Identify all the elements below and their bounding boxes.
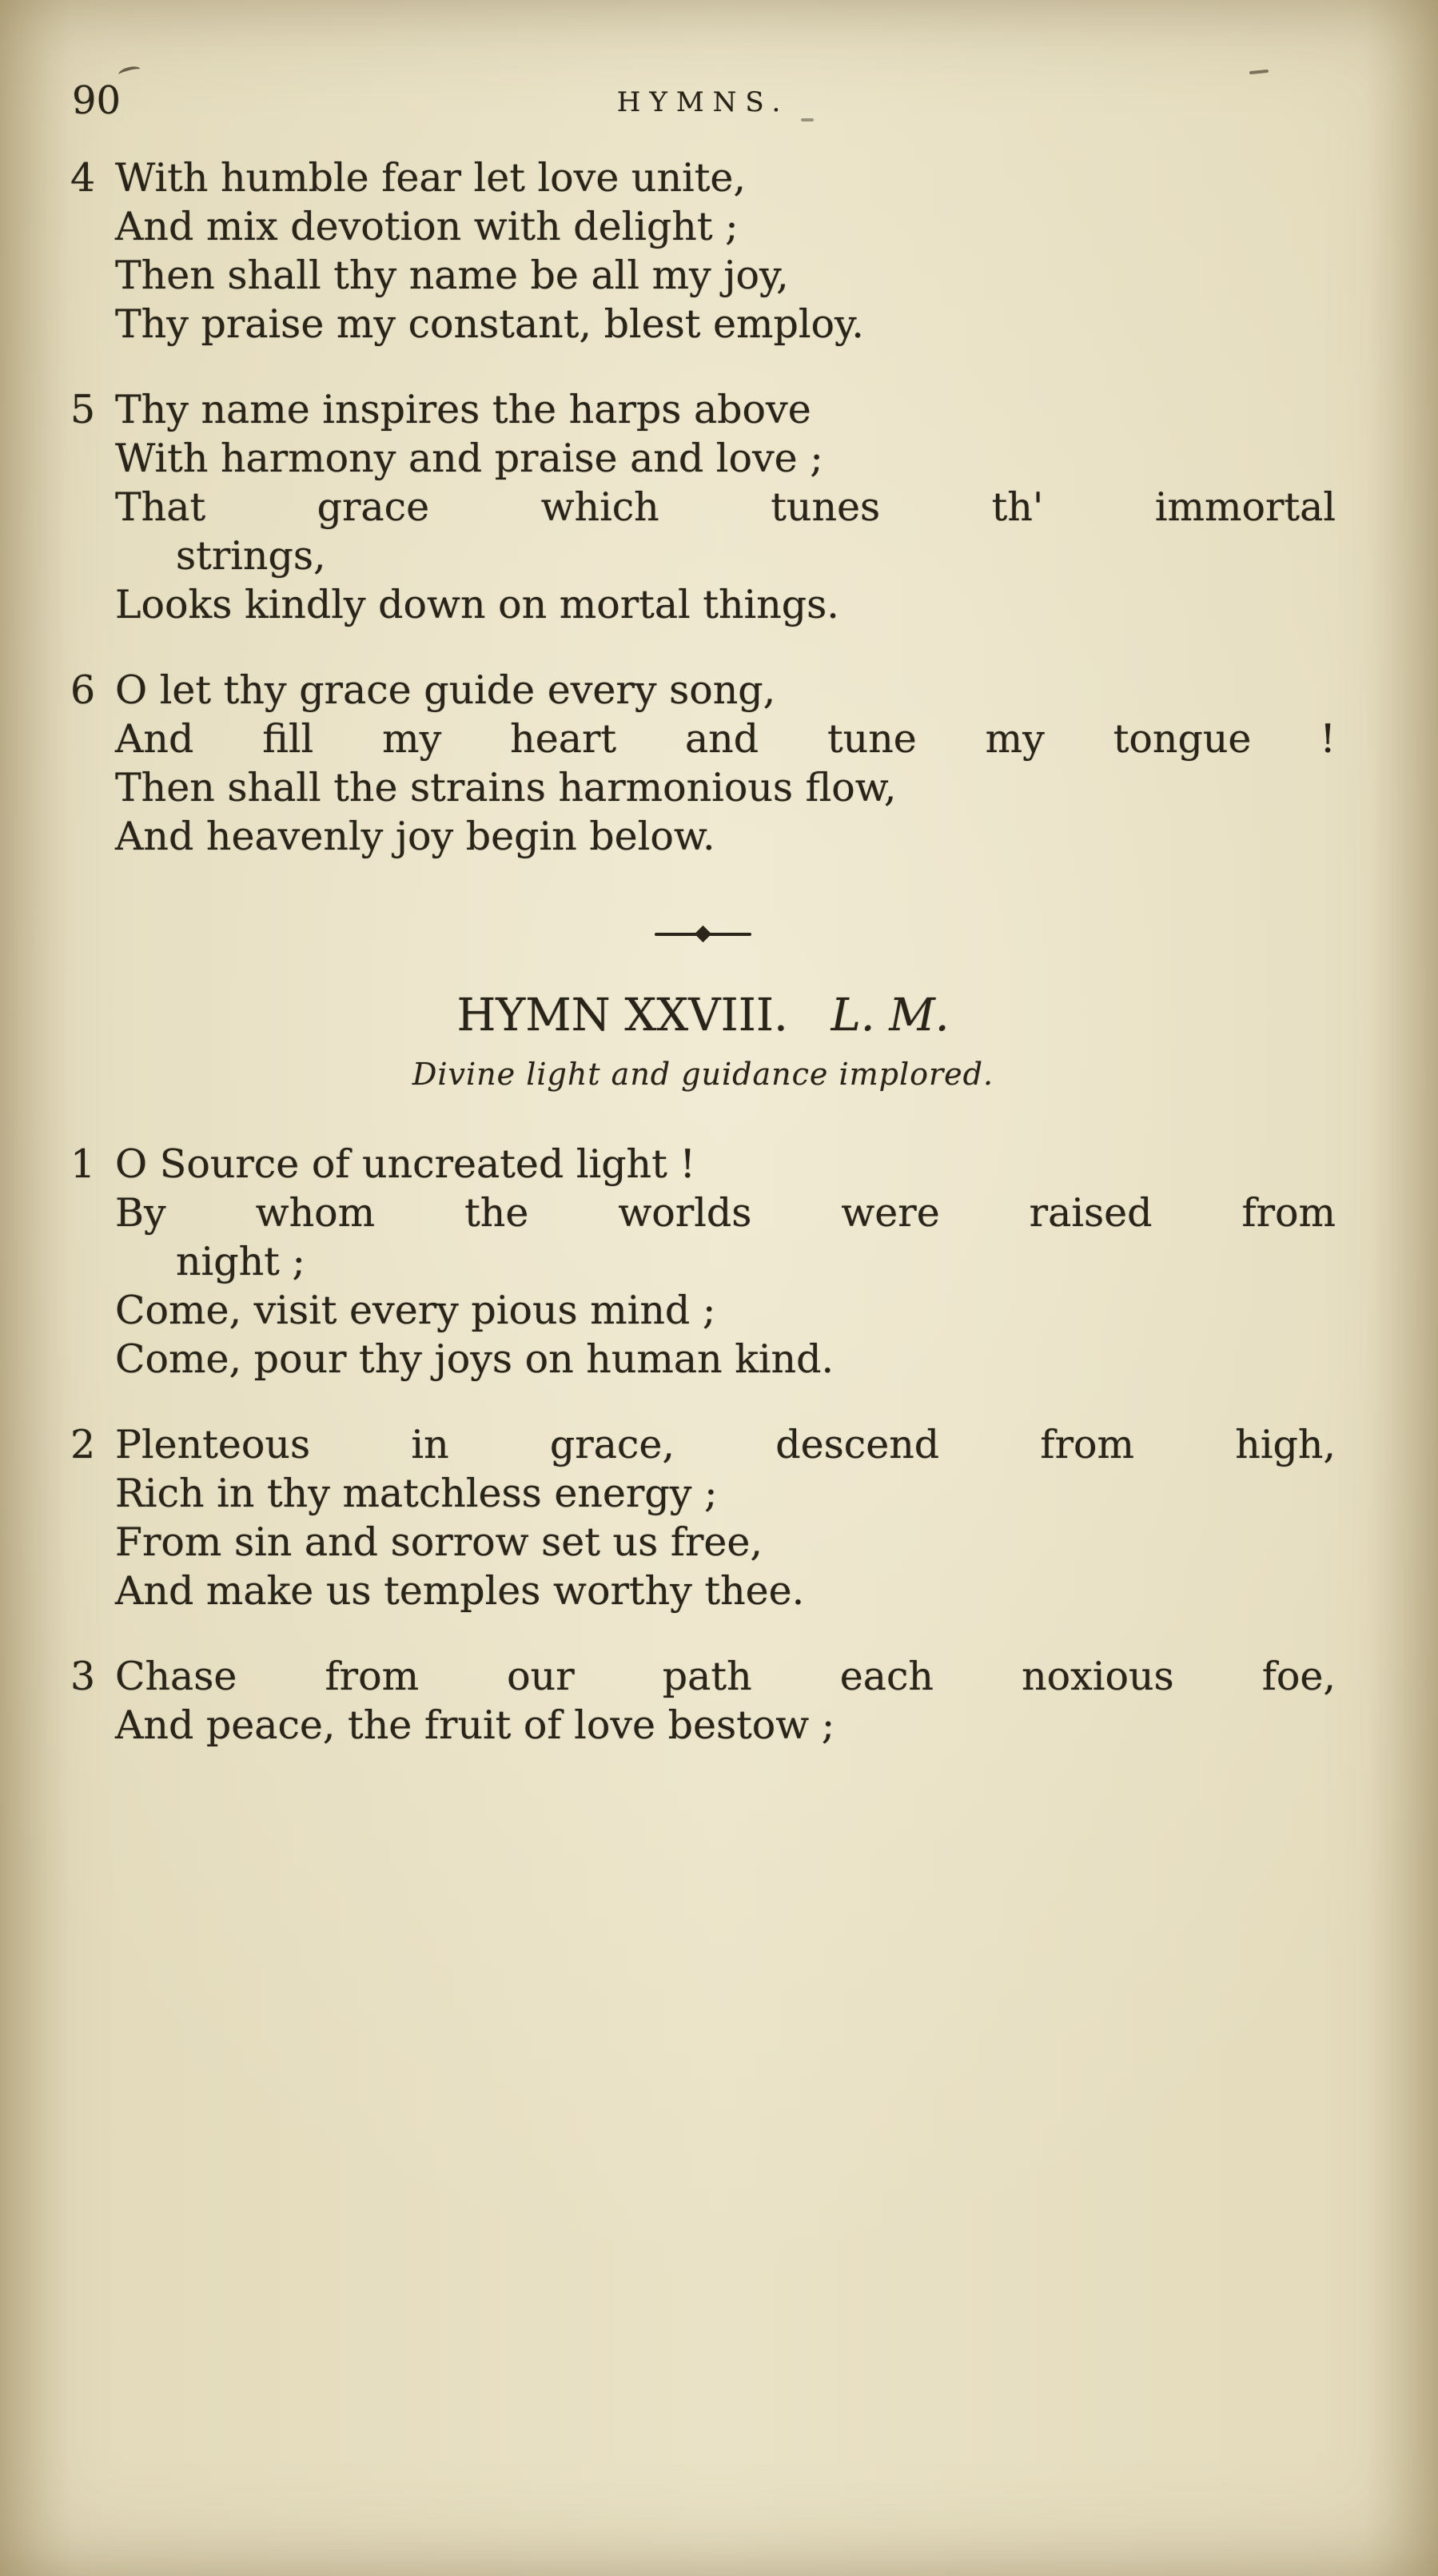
verse-number: 4 (70, 155, 96, 201)
divider-rule-left (655, 933, 699, 936)
verse-line: With humble fear let love unite, (115, 155, 746, 201)
verse-line: That grace which tunes th' immortal (115, 484, 1336, 530)
hymn-heading (70, 989, 1336, 1042)
verse-number: 6 (70, 667, 96, 713)
verse-line: From sin and sorrow set us free, (115, 1519, 763, 1565)
verse-number: 2 (70, 1422, 96, 1467)
verse-number: 3 (70, 1654, 96, 1699)
divider-diamond (695, 926, 711, 942)
verse-lines (115, 1652, 1336, 1750)
verse (70, 1652, 1336, 1750)
stray-ink-mark (1249, 70, 1269, 74)
verse (70, 1140, 1336, 1384)
verse-lines (115, 1420, 1336, 1615)
verse-line: And fill my heart and tune my tongue ! (115, 716, 1336, 762)
divider-rule-right (707, 933, 751, 936)
verse-line: And heavenly joy begin below. (115, 814, 715, 859)
verse (70, 385, 1336, 629)
verse-line: O let thy grace guide every song, (115, 667, 776, 713)
verse (70, 153, 1336, 348)
verse-line: With harmony and praise and love ; (115, 436, 823, 481)
verse-line: Rich in thy matchless energy ; (115, 1471, 718, 1516)
verse-line: Thy name inspires the harps above (115, 387, 811, 432)
hymn-title: HYMN XXVIII. (456, 989, 788, 1041)
verse-line: Come, visit every pious mind ; (115, 1288, 716, 1333)
verse-lines (115, 385, 1336, 629)
verse-line-continuation: night ; (176, 1239, 305, 1284)
verse-line: And peace, the fruit of love bestow ; (115, 1702, 835, 1748)
verse-line-continuation: strings, (176, 533, 326, 579)
verse-lines (115, 153, 1336, 348)
verse-line: And make us temples worthy thee. (115, 1568, 805, 1614)
verse-line: Then shall the strains harmonious flow, (115, 765, 897, 810)
hymn-subtitle: Divine light and guidance implored. (412, 1057, 994, 1092)
hymn-meter: L. M. (831, 989, 950, 1041)
verse-number: 1 (70, 1141, 96, 1187)
verse-line: Chase from our path each noxious foe, (115, 1654, 1336, 1699)
verse-line: Then shall thy name be all my joy, (115, 253, 789, 298)
verse (70, 1420, 1336, 1615)
running-header: HYMNS. (616, 86, 790, 118)
page-header (70, 77, 1336, 129)
verse-lines (115, 666, 1336, 861)
hymn-verses (70, 1140, 1336, 1750)
page-number: 90 (72, 78, 121, 123)
verse-number: 5 (70, 387, 96, 432)
verse (70, 666, 1336, 861)
verse-line: By whom the worlds were raised from (115, 1190, 1336, 1236)
verse-line: And mix devotion with delight ; (115, 204, 739, 249)
verse-line: Looks kindly down on mortal things. (115, 582, 839, 627)
verse-line: O Source of uncreated light ! (115, 1141, 696, 1187)
verse-lines (115, 1140, 1336, 1384)
page-content (70, 153, 1336, 1750)
section-divider (70, 928, 1336, 940)
verse-line: Thy praise my constant, blest employ. (115, 301, 864, 347)
verse-line: Plenteous in grace, descend from high, (115, 1422, 1336, 1467)
verse-line: Come, pour thy joys on human kind. (115, 1336, 835, 1382)
